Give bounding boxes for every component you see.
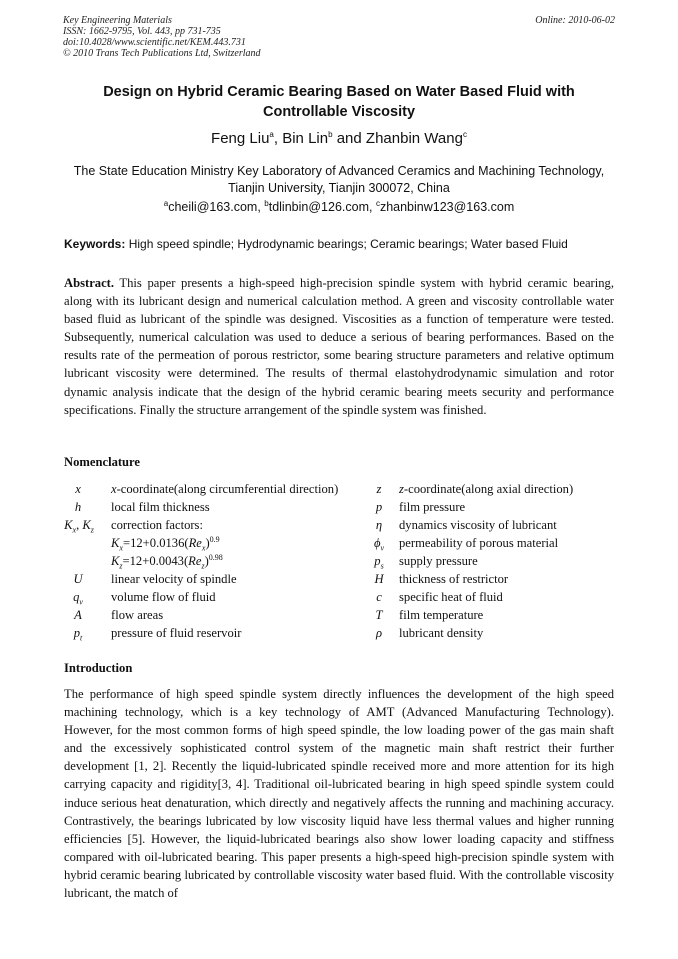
author-mark: b	[328, 130, 333, 139]
copyright-line: © 2010 Trans Tech Publications Ltd, Switzerland	[63, 48, 261, 59]
desc-symbol: z	[399, 482, 404, 496]
nomenclature-symbol: ρ	[375, 626, 383, 640]
nomenclature-symbol	[365, 552, 393, 570]
nomenclature-symbol	[365, 534, 393, 552]
symbol-k: K	[64, 518, 73, 532]
nomenclature-symbol	[58, 624, 98, 642]
eq-exponent: 0.9	[209, 534, 220, 544]
symbol-subscript: s	[380, 561, 384, 571]
email-separator: ,	[368, 200, 376, 214]
email-link[interactable]: zhanbinw123@163.com	[379, 200, 515, 214]
online-date: Online: 2010-06-02	[535, 15, 615, 26]
nomenclature-symbol: H	[374, 572, 384, 586]
nomenclature-symbol	[58, 588, 98, 606]
nomenclature-description	[111, 480, 338, 498]
nomenclature-description: thickness of restrictor	[399, 572, 509, 586]
author-separator: ,	[273, 130, 283, 147]
email-link[interactable]: tdlinbin@126.com	[268, 200, 369, 214]
abstract-label: Abstract.	[64, 276, 115, 290]
author-name: Bin Lin	[282, 130, 329, 147]
eq-subscript: x	[201, 543, 206, 553]
nomenclature-description: permeability of porous material	[399, 536, 559, 550]
author-name: Feng Liu	[211, 130, 270, 147]
nomenclature-description: volume flow of fluid	[111, 590, 216, 604]
nomenclature-symbol: x	[75, 482, 81, 496]
paper-title	[70, 82, 608, 122]
symbol-subscript: v	[79, 597, 83, 607]
eq-body: =12+0.0043(	[122, 554, 189, 568]
desc-text: -coordinate(along circumferential direction)	[116, 482, 339, 496]
symbol-phi: ϕ	[373, 536, 381, 550]
nomenclature-symbol: c	[376, 590, 382, 604]
symbol-separator: ,	[76, 518, 83, 532]
desc-symbol: x	[111, 482, 117, 496]
symbol-subscript: v	[380, 543, 385, 553]
nomenclature-description: pressure of fluid reservoir	[111, 626, 242, 640]
keywords-label: Keywords:	[64, 237, 126, 251]
nomenclature-description: supply pressure	[399, 554, 478, 568]
email-separator: ,	[257, 200, 265, 214]
author-mark: a	[269, 130, 274, 139]
nomenclature-description: linear velocity of spindle	[111, 572, 237, 586]
eq-subscript: z	[119, 561, 123, 571]
nomenclature-description: flow areas	[111, 608, 164, 622]
eq-close: )	[205, 536, 210, 550]
nomenclature-symbol: T	[375, 608, 383, 622]
email-mark: b	[264, 198, 269, 208]
eq-exponent: 0.98	[208, 552, 223, 562]
introduction-heading: Introduction	[64, 661, 133, 675]
symbol-p: p	[374, 554, 381, 568]
author-separator: and	[332, 130, 366, 147]
eq-subscript: z	[201, 561, 205, 571]
nomenclature-description: correction factors:	[111, 518, 203, 532]
title-line-2: Controllable Viscosity	[262, 104, 416, 120]
keywords-text: High speed spindle; Hydrodynamic bearings; Ceramic bearings; Water based Fluid	[125, 237, 568, 251]
nomenclature-description: film temperature	[399, 608, 484, 622]
eq-symbol: K	[111, 554, 120, 568]
email-link[interactable]: cheili@163.com	[168, 200, 258, 214]
issn-line: ISSN: 1662-9795, Vol. 443, pp 731-735	[63, 26, 221, 37]
author-name: Zhanbin Wang	[365, 130, 463, 147]
affiliation-line-2: Tianjin University, Tianjin 300072, China	[228, 181, 450, 195]
affiliation-line-1: The State Education Ministry Key Laboratory of Advanced Ceramics and Machining Technology,	[73, 164, 605, 178]
kz-equation	[111, 552, 223, 570]
abstract	[64, 274, 614, 419]
author-mark: c	[462, 130, 467, 139]
journal-header	[63, 15, 261, 59]
symbol-subscript: x	[72, 525, 77, 535]
eq-close: )	[204, 554, 209, 568]
nomenclature-description: specific heat of fluid	[399, 590, 503, 604]
nomenclature-heading: Nomenclature	[64, 455, 141, 469]
journal-name: Key Engineering Materials	[63, 15, 172, 26]
email-mark: a	[163, 198, 169, 208]
symbol-subscript: t	[80, 633, 83, 643]
eq-subscript: x	[119, 543, 123, 553]
eq-reynolds: Re	[188, 536, 202, 550]
title-line-1: Design on Hybrid Ceramic Bearing Based on Water Based Fluid with	[103, 84, 575, 100]
nomenclature-symbol: U	[73, 572, 83, 586]
nomenclature-description: film pressure	[399, 500, 466, 514]
eq-symbol: K	[111, 536, 120, 550]
symbol-q: q	[73, 590, 80, 604]
nomenclature-description: local film thickness	[111, 500, 210, 514]
eq-body: =12+0.0136(	[122, 536, 189, 550]
desc-text: -coordinate(along axial direction)	[403, 482, 574, 496]
introduction-text: The performance of high speed spindle system directly influences the development of the high speed machining technology, which is a key technology of AMT (Advanced Manufacturing Technology). However, for the most common forms of high speed spindle, the low loading power of the gas main shaft and the excessively sophisticated control system of the magnetic main shaft restrict their further development [1, 2]. Recently the liquid-lubricated spindle received more and more attention for its high carrying capacity and rigidity[3, 4]. Traditional oil-lubricated bearing in high speed spindle system could induce serious heat denaturation, which directly and negatively affects the running and machining accuracy. Contrastively, the bearings lubricated by low viscosity liquid have less thermal values and higher running efficiencies [5]. However, the liquid-lubricated bearings also show lower loading capacity and stiffness compared with oil-lubricated bearing. This paper presents a high-speed high-precision spindle system with hybrid ceramic bearing lubricated by controllable viscosity water based fluid. With the controllable viscosity lubricant, the match of	[64, 687, 614, 901]
eq-reynolds: Re	[188, 554, 202, 568]
doi-line: doi:10.4028/www.scientific.net/KEM.443.731	[63, 37, 246, 48]
nomenclature-symbol: h	[74, 500, 82, 514]
nomenclature-symbol: p	[375, 500, 383, 514]
nomenclature-symbol: z	[376, 482, 382, 496]
symbol-k: K	[82, 518, 91, 532]
nomenclature-symbol	[54, 516, 104, 534]
nomenclature-description	[399, 480, 573, 498]
email-mark: c	[375, 198, 380, 208]
kx-equation	[111, 534, 220, 552]
symbol-p: p	[73, 626, 81, 640]
author-emails	[0, 199, 678, 215]
abstract-text: This paper presents a high-speed high-precision spindle system with hybrid ceramic bearing, along with its lubricant design and numerical calculation method. A green and viscosity controllable water based fluid as lubricant of the spindle was designed. Viscosities as a function of temperature were tested. Subsequently, numerical calculation was used to deduce a serious of bearing performances. Based on the results rate of the permeation of porous restrictor, some bearing structure parameters and relative optimum lubricant viscosity were determined. The results of thermal elastohydrodynamic simulation and rotor dynamic analysis indicate that the design of the hybrid ceramic bearing meets security and performance specifications. Finally the structure arrangement of the spindle system was finished.	[64, 276, 614, 417]
nomenclature-description: dynamics viscosity of lubricant	[399, 518, 557, 532]
symbol-subscript: z	[90, 525, 94, 535]
nomenclature-symbol: η	[375, 518, 383, 532]
affiliation	[60, 163, 618, 197]
author-list	[0, 129, 678, 149]
nomenclature-description: lubricant density	[399, 626, 484, 640]
nomenclature-symbol: A	[74, 608, 82, 622]
keywords	[64, 236, 624, 252]
